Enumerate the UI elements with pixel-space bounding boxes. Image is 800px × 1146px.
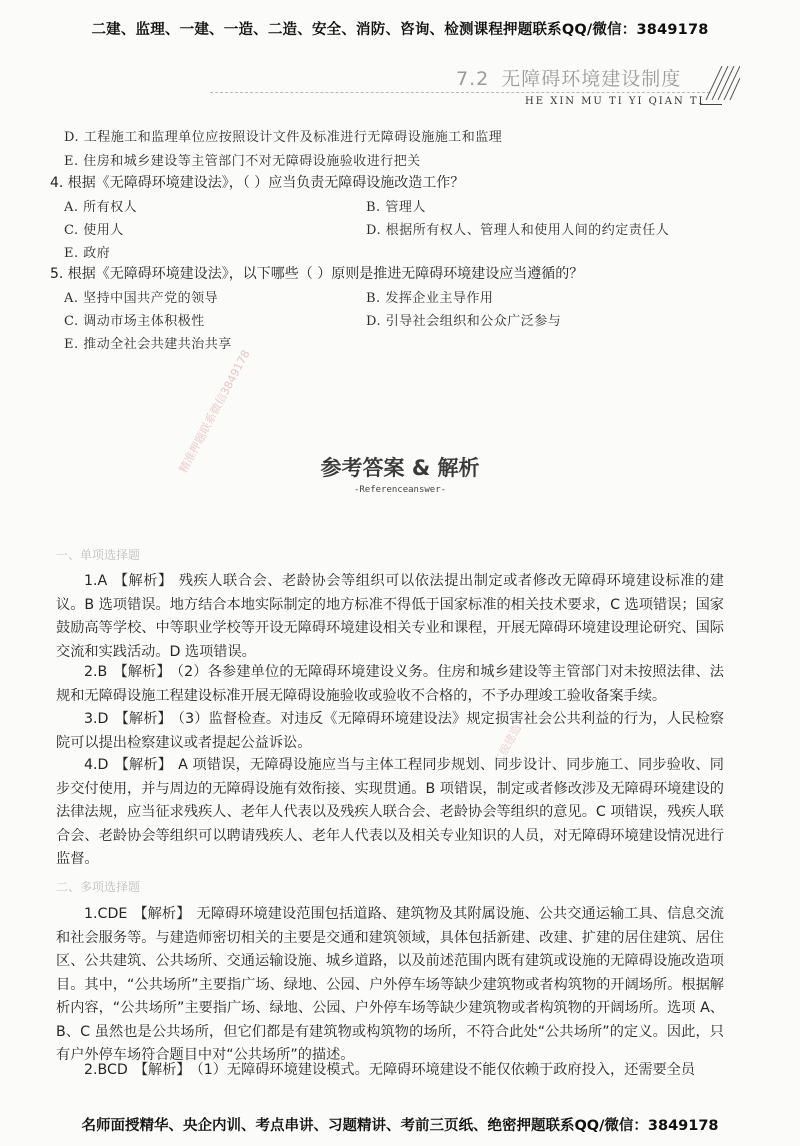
answer-text: A 项错误，无障碍设施应当与主体工程同步规划、同步设计、同步施工、同步验收、同步交付使用，并与周边的无障碍设施有效衔接、实现贯通。B 项错误，制定或者修改涉及无障碍环境建设的法律法规，应当征求残疾人、老年人代表以及残疾人联合会、老龄协会等组织的意见。C 项错误，残疾人联合会、老龄协会等组织可以聘请残疾人、老年人代表以及相关专业知识的人员，对无障碍环境建设情况进行监督。	[56, 757, 724, 867]
prior-option-e: E. 住房和城乡建设等主管部门不对无障碍设施验收进行把关	[64, 154, 421, 169]
watermark-left: 精准押题联系微信3849178	[176, 347, 253, 476]
answer-number: 1.A	[84, 573, 108, 589]
watermark-right: 二级建造	[491, 722, 524, 768]
answer-number: 1.CDE	[84, 906, 128, 922]
q4-option-d: D. 根据所有权人、管理人和使用人间的约定责任人	[366, 223, 670, 238]
pinyin-subtitle: HE XIN MU TI YI QIAN TI	[525, 96, 705, 107]
q4-option-e: E. 政府	[64, 246, 111, 261]
q5-option-d: D. 引导社会组织和公众广泛参与	[366, 314, 562, 329]
header-divider	[210, 92, 710, 93]
answer-text: 无障碍环境建设范围包括道路、建筑物及其附属设施、公共交通运输工具、信息交流和社会服务等。与建造师密切相关的主要是交通和建筑领域，具体包括新建、改建、扩建的居住建筑、居住区、公共建筑、公共场所、交通运输设施、城乡道路，以及前述范围内既有建筑或设施的无障碍设施改造项目。其中，“公共场所”主要指广场、绿地、公园、户外停车场等缺少建筑物或者构筑物的开阔场所。根据解析内容，“公共场所”主要指广场、绿地、公园、户外停车场等缺少建筑物或者构筑物的开阔场所。选项 A、B、C 虽然也是公共场所，但它们都是有建筑物或构筑物的场所，不符合此处“公共场所”的定义。因此，只有户外停车场符合题目中对“公共场所”的描述。	[56, 906, 724, 1063]
answer-number: 4.D	[84, 757, 109, 773]
single-answer-2	[56, 661, 724, 708]
q5-option-b: B. 发挥企业主导作用	[366, 291, 494, 306]
answer-text: （1）无障碍环境建设模式。无障碍环境建设不能仅依赖于政府投入，还需要全员	[196, 1062, 696, 1078]
bottom-banner: 名师面授精华、央企内训、考点串讲、习题精讲、考前三页纸、绝密押题联系QQ/微信：3849178	[81, 1118, 719, 1134]
q4-option-b: B. 管理人	[366, 200, 426, 215]
q5-option-a: A. 坚持中国共产党的领导	[64, 291, 219, 306]
question-4-stem: 4. 根据《无障碍环境建设法》，（ ）应当负责无障碍设施改造工作？	[50, 175, 465, 191]
single-answer-1	[56, 570, 724, 664]
single-answer-4	[56, 754, 724, 872]
prior-option-d: D. 工程施工和监理单位应按照设计文件及标准进行无障碍设施施工和监理	[64, 130, 503, 145]
answer-text: （2）各参建单位的无障碍环境建设义务。住房和城乡建设等主管部门对未按照法律、法规和无障碍设施工程建设标准开展无障碍设施验收或验收不合格的，不予办理竣工验收备案手续。	[56, 664, 724, 704]
multi-answer-1	[56, 903, 724, 1068]
top-banner: 二建、监理、一建、一造、二造、安全、消防、咨询、检测课程押题联系QQ/微信：3849178	[91, 22, 709, 38]
answer-text: 残疾人联合会、老龄协会等组织可以依法提出制定或者修改无障碍环境建设标准的建议。B 选项错误。地方结合本地实际制定的地方标准不得低于国家标准的相关技术要求，C 选项错误；国家鼓励高等学校、中等职业学校等开设无障碍环境建设相关专业和课程，开展无障碍环境建设理论研究、国际交流和实践活动。D 选项错误。	[56, 573, 724, 660]
answer-number: 2.BCD	[84, 1062, 128, 1078]
single-answer-3	[56, 708, 724, 755]
multi-choice-heading: 二、多项选择题	[56, 880, 141, 894]
analysis-tag: 【解析】	[114, 757, 173, 773]
analysis-tag: 【解析】	[114, 711, 172, 727]
section-number: 7.2	[456, 68, 490, 90]
q4-option-a: A. 所有权人	[64, 200, 138, 215]
analysis-tag: 【解析】	[113, 664, 171, 680]
question-5-stem: 5. 根据《无障碍环境建设法》，以下哪些（ ）原则是推进无障碍环境建设应当遵循的？	[50, 266, 584, 282]
section-title	[456, 64, 681, 91]
answer-text: （3）监督检查。对违反《无障碍环境建设法》规定损害社会公共利益的行为，人民检察院可以提出检察建议或者提起公益诉讼。	[56, 711, 724, 751]
section-title-text: 无障碍环境建设制度	[501, 68, 682, 90]
q4-option-c: C. 使用人	[64, 223, 124, 238]
single-choice-heading: 一、单项选择题	[56, 548, 141, 562]
pinyin-dash	[700, 104, 722, 105]
hatch-decoration	[700, 66, 740, 100]
answers-title: 参考答案 & 解析	[320, 456, 480, 480]
answers-subtitle: -Referenceanswer-	[353, 485, 447, 495]
q5-option-e: E. 推动全社会共建共治共享	[64, 337, 232, 352]
answer-number: 2.B	[84, 664, 108, 680]
analysis-tag: 【解析】	[113, 573, 173, 589]
q5-option-c: C. 调动市场主体积极性	[64, 314, 205, 329]
analysis-tag: 【解析】	[133, 1062, 191, 1078]
answer-number: 3.D	[84, 711, 109, 727]
analysis-tag: 【解析】	[133, 906, 191, 922]
multi-answer-2	[56, 1059, 724, 1083]
